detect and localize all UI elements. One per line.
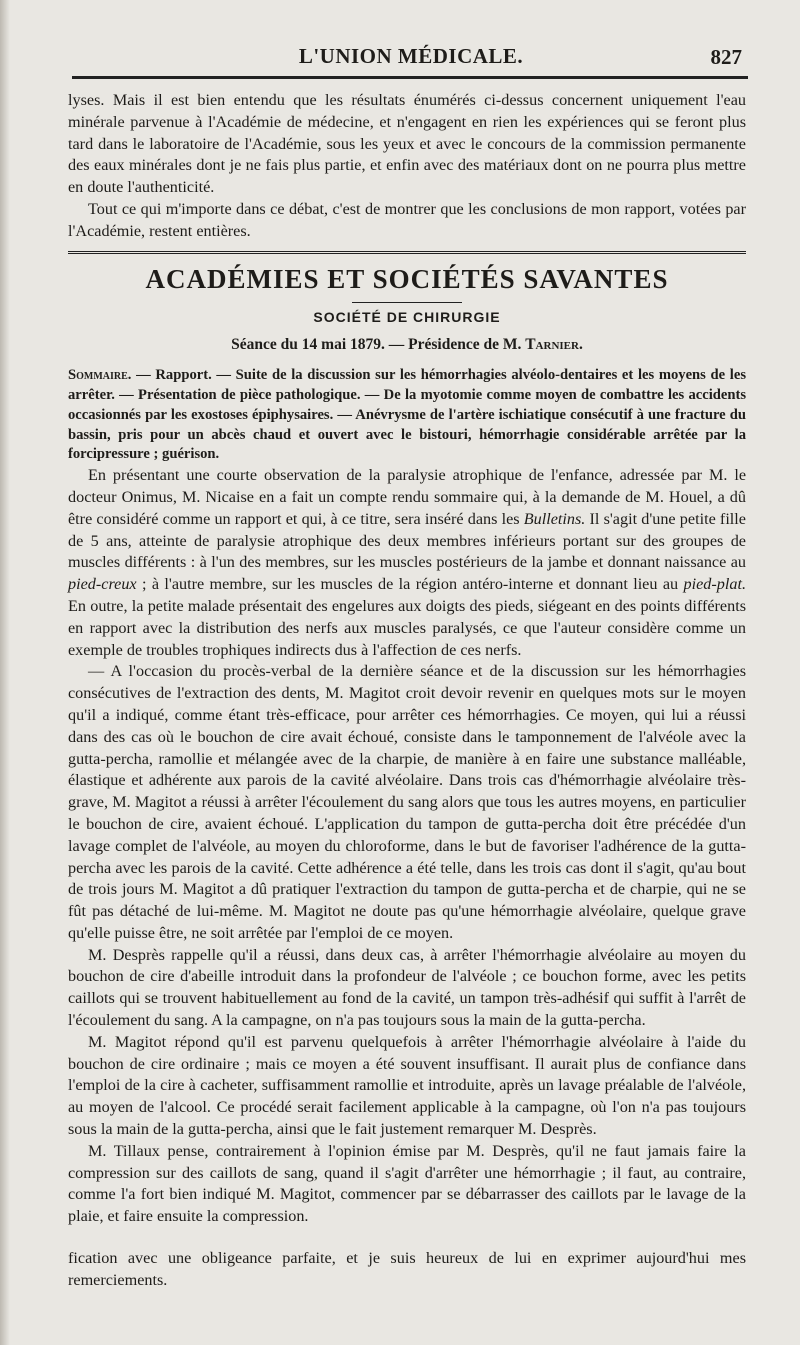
article-body (68, 90, 746, 1292)
text-run: ; à l'autre membre, sur les muscles de la région antéro-interne et donnant lieu au (136, 575, 684, 594)
society-heading: SOCIÉTÉ DE CHIRURGIE (313, 308, 501, 325)
page-number: 827 (710, 45, 742, 69)
header-rule (72, 76, 748, 79)
paragraph-onimus (68, 465, 746, 661)
paragraph-fragment: fication avec une obligeance parfaite, et je suis heureux de lui en exprimer aujourd'hui mes remerciements. (68, 1249, 746, 1289)
italic-run: pied-creux (68, 575, 137, 594)
page-edge-shadow (0, 0, 10, 1345)
session-line (68, 334, 746, 356)
page-header (80, 44, 742, 74)
paragraph-magitot: — A l'occasion du procès-verbal de la dernière séance et de la discussion sur les hémorrhagies consécutives de l'extraction des dents, M. Magitot croit devoir revenir en quelques mots sur le moyen qu'il a indiqué, comme étant très-efficace, pour arrêter ces hémorrhagies. Ce moyen, qui lui a réussi dans des cas où le bouchon de cire avait échoué, consiste dans le tamponnement de l'alvéole avec la gutta-percha, ramollie et mélangée avec de la charpie, de manière à en faire une substance malléable, élastique et adhérente aux parois de la cavité alvéolaire. Dans trois cas d'hémorrhagie alvéolaire très-grave, M. Magitot a réussi à arrêter l'écoulement du sang alors que tous les autres moyens, en particulier le bouchon de cire, avaient échoué. L'application du tampon de gutta-percha doit être précédée d'un lavage complet de l'alvéole, au moyen du chloroforme, dans le but de favoriser l'adhérence de la gutta-percha avec les parois de la cavité. Cette adhérence a été telle, dans les trois cas dont il s'agit, qu'au bout de trois jours M. Magitot a dû pratiquer l'extraction du tampon de gutta-percha et de charpie, qui ne se fût pas détaché de lui-même. M. Magitot ne doute pas qu'une hémorrhagie alvéolaire, quelque grave qu'elle puisse être, ne soit arrêtée par l'emploi de ce moyen. (68, 662, 746, 942)
session-date: Séance du 14 mai 1879. — Présidence de M. (231, 336, 526, 354)
summary-label: Sommaire. (68, 367, 132, 384)
intro-paragraph-1: lyses. Mais il est bien entendu que les résultats énumérés ci-dessus concernent uniquement l'eau minérale parvenue à l'Académie de médecine, et n'engagent en rien les expériences qui se feront plus tard dans le laboratoire de l'Académie, sous les yeux et avec le concours de la commission permanente des eaux minérales dont je ne fais plus partie, et enfin avec des matériaux dont on ne pourra plus mettre en doute l'authenticité. (68, 91, 746, 197)
paragraph-tillaux: M. Tillaux pense, contrairement à l'opinion émise par M. Desprès, qu'il ne faut jamais faire la compression sur des caillots de sang, quand il s'agit d'arrêter une hémorrhagie ; il faut, au contraire, comme l'a fort bien indiqué M. Magitot, commencer par se débarrasser des caillots par le lavage de la plaie, et faire ensuite la compression. (68, 1141, 746, 1226)
text-run: En outre, la petite malade présentait des engelures aux doigts des pieds, siégeant en des points différents en rapport avec la distribution des nerfs aux muscles paralysés, ce que l'auteur considère comme un exemple de troubles trophiques indirects dus à l'affection de ces nerfs. (68, 596, 746, 659)
paragraph-despres: M. Desprès rappelle qu'il a réussi, dans deux cas, à arrêter l'hémorrhagie alvéolaire au moyen du bouchon de cire d'abeille introduit dans la profondeur de l'alvéole ; ce bouchon forme, avec les petits caillots qui se trouvent habituellement au fond de la cavité, un tampon très-adhésif qui suffit à l'arrêt de l'écoulement du sang. A la campagne, on n'a pas toujours sous la main de la gutta-percha. (68, 945, 746, 1030)
italic-run: Bulletins. (523, 509, 586, 528)
intro-paragraph-2: Tout ce qui m'importe dans ce débat, c'est de montrer que les conclusions de mon rapport, votées par l'Académie, restent entières. (68, 199, 746, 240)
text-run: Il s'agit d'une petite fille de 5 ans, atteinte de paralysie atrophique des deux membres inférieurs portant sur des groupes de muscles différents : à l'un des membres, sur les muscles postérieurs de la jambe et donnant naissance au (68, 509, 746, 572)
title-underline (352, 302, 462, 303)
italic-run: pied-plat. (683, 575, 746, 594)
session-president: Tarnier. (525, 336, 583, 354)
section-separator (68, 251, 746, 254)
paragraph-magitot-reply: M. Magitot répond qu'il est parvenu quelquefois à arrêter l'hémorrhagie alvéolaire à l'aide du bouchon de cire ordinaire ; mais ce moyen a été souvent insuffisant. Il aurait plus de confiance dans l'emploi de la cire à cacheter, suffisamment ramollie et introduite, après un lavage préalable de l'alvéole, au moyen de l'alcool. Ce procédé serait facilement applicable à la campagne, où l'on n'a pas toujours sous la main de la gutta-percha, ainsi que le fait justement remarquer M. Desprès. (68, 1032, 746, 1139)
text-run: En présentant une courte observation de la paralysie atrophique de l'enfance, adressée par M. le docteur Onimus, M. Nicaise en a fait un compte rendu sommaire qui, à la demande de M. Houel, a dû être considéré comme un rapport et qui, à ce titre, sera inséré dans les (68, 466, 746, 528)
summary-paragraph (68, 366, 746, 465)
summary-text: — Rapport. — Suite de la discussion sur les hémorrhagies alvéolo-dentaires et les moyens de les arrêter. — Présentation de pièce pathologique. — De la myotomie comme moyen de combattre les accidents occasionnés par les exostoses épiphysaires. — Anévrysme de l'artère ischiatique consécutif à une fracture du bassin, pris pour un abcès chaud et ouvert avec le bistouri, hémorrhagie considérable arrêtée par la forcipressure ; guérison. (68, 367, 746, 463)
section-title: ACADÉMIES ET SOCIÉTÉS SAVANTES (145, 263, 669, 294)
running-title: L'UNION MÉDICALE. (298, 44, 524, 68)
